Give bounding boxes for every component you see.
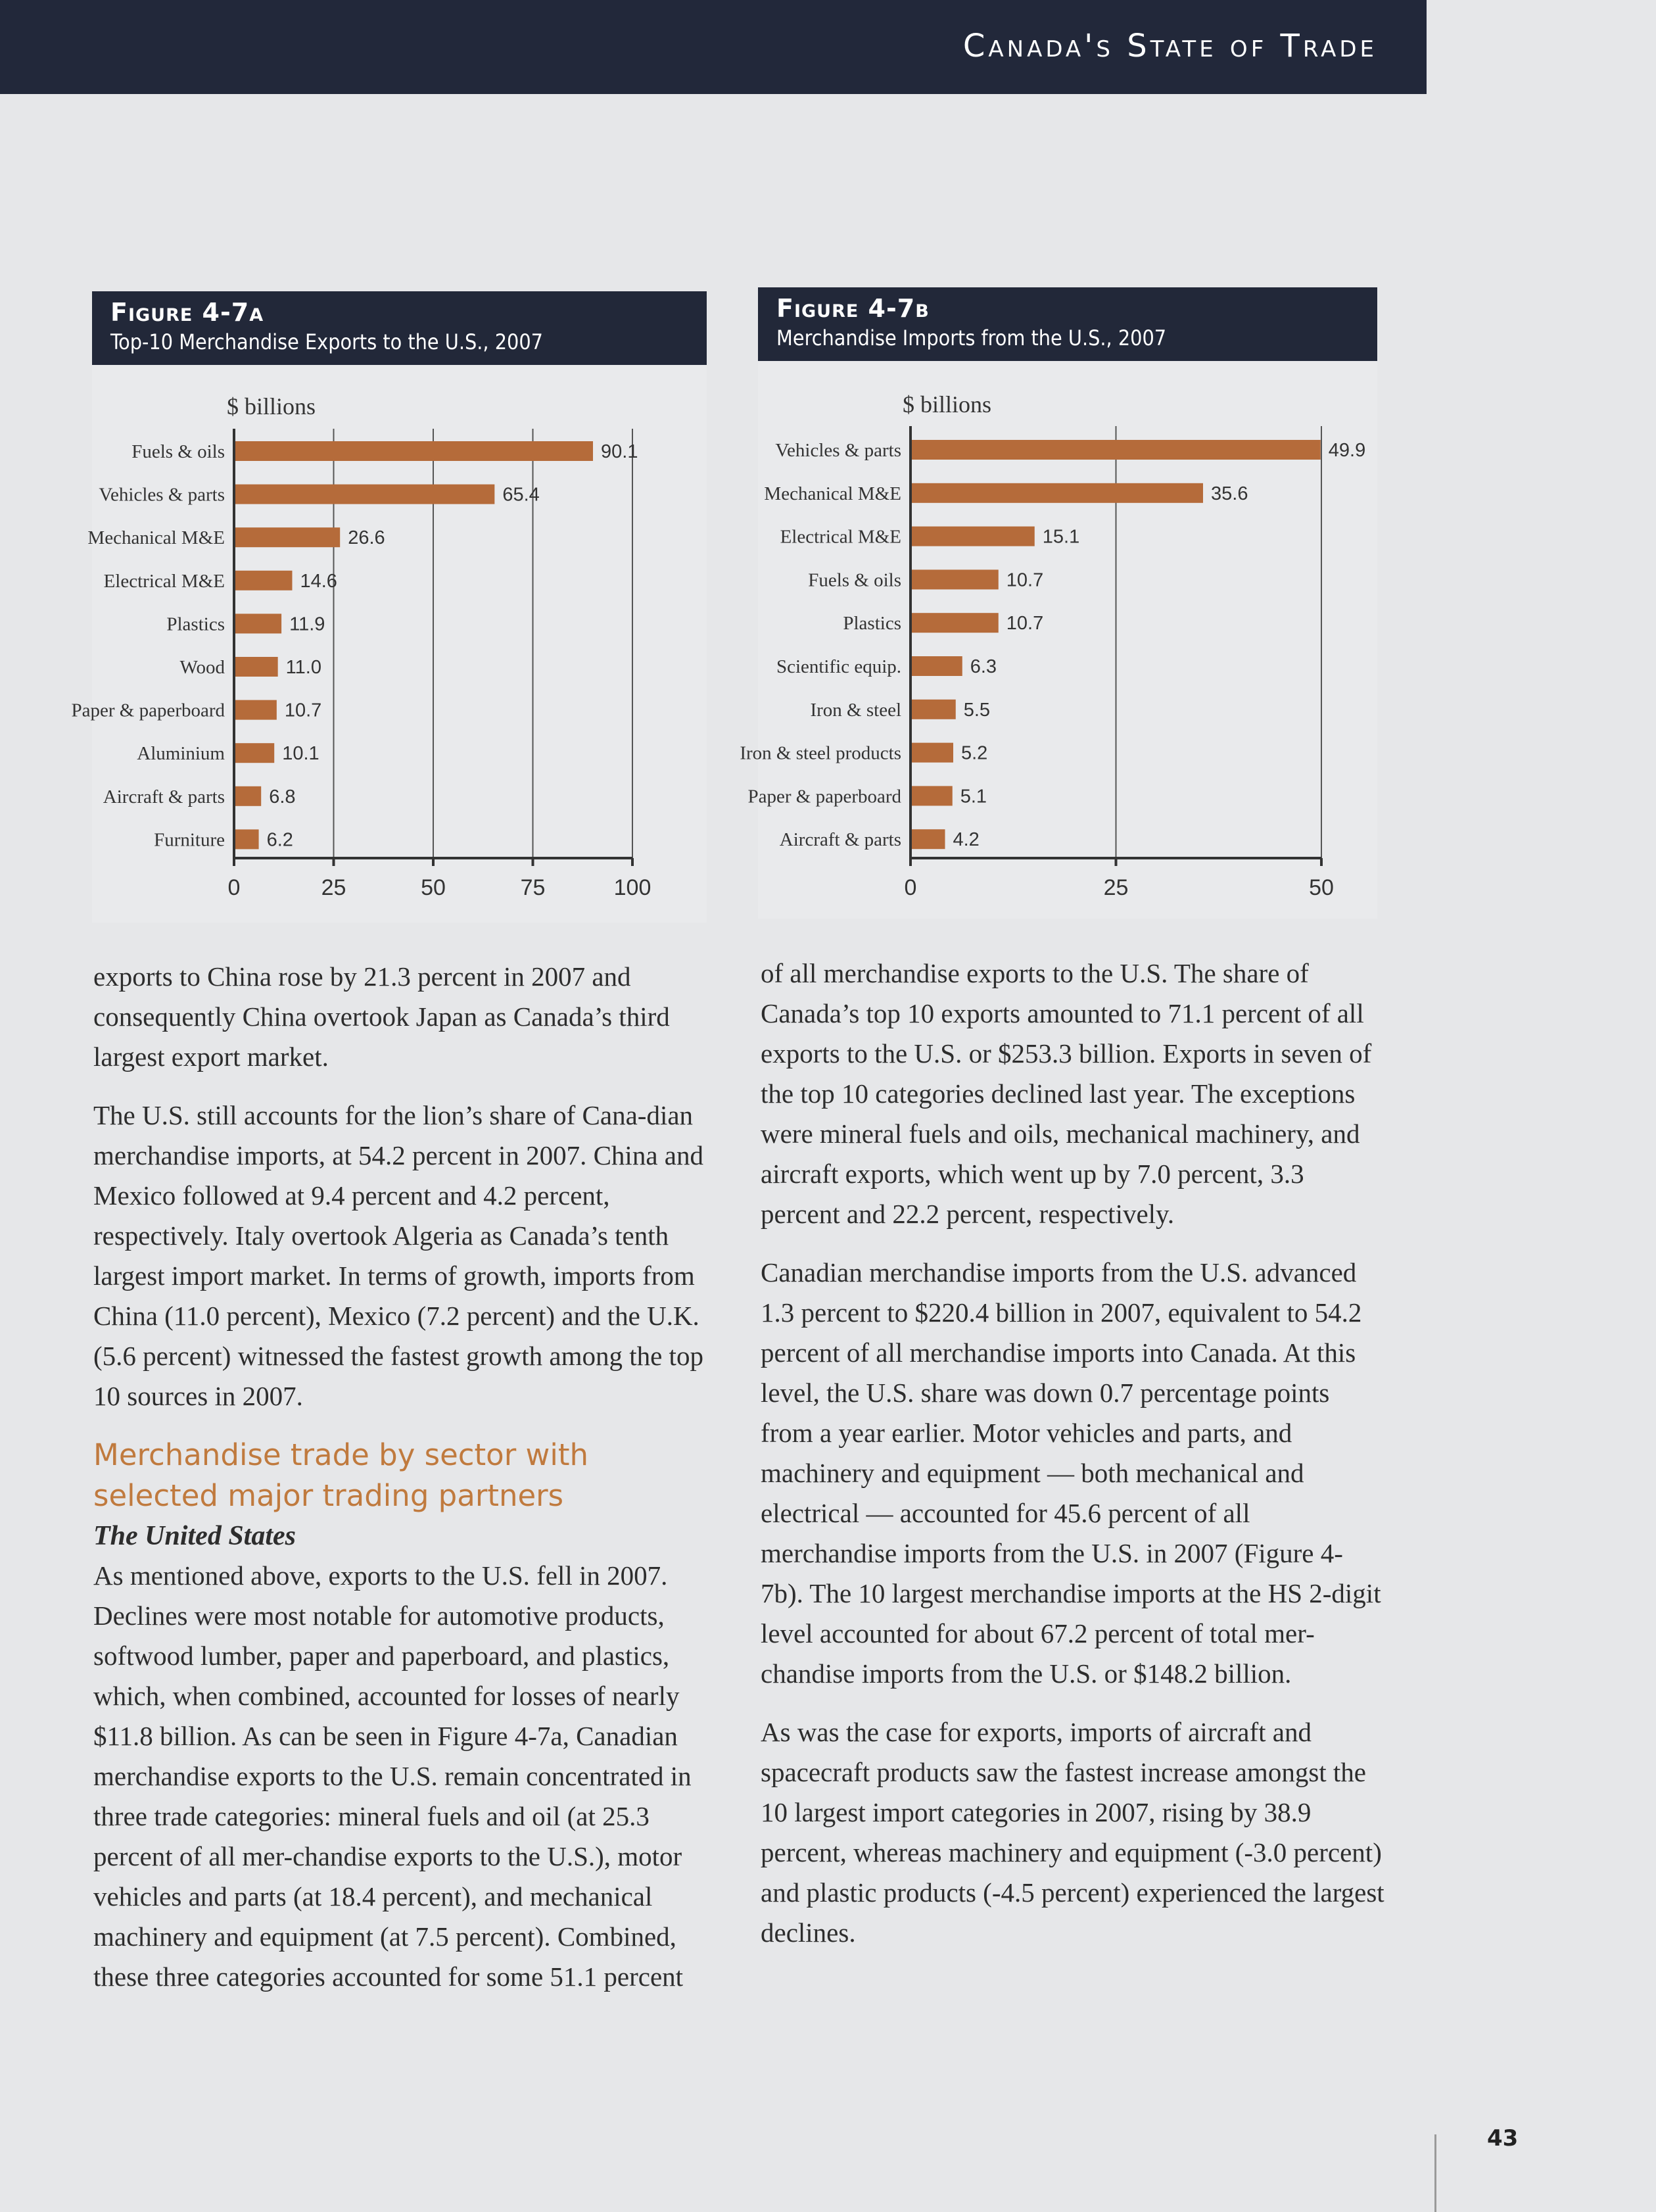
data-label: 10.7	[1006, 613, 1044, 635]
category-label: Scientific equip.	[776, 656, 901, 677]
category-label: Aircraft & parts	[103, 786, 225, 807]
x-tick-label: 75	[520, 875, 546, 900]
data-label: 49.9	[1328, 440, 1366, 461]
data-label: 6.2	[266, 829, 293, 851]
figure-subtitle: Top-10 Merchandise Exports to the U.S., 2007	[110, 329, 543, 354]
paragraph: The U.S. still accounts for the lion’s share of Cana-dian merchandise imports, at 54.2 percent in 2007. China and Mexico followed at 9.4 percent and 4.2 percent, respectively. Italy overtook Algeria as Canada’s tenth largest import market. In terms of growth, imports from China (11.0 percent), Mexico (7.2 percent) and the U.K. (5.6 percent) witnessed the fastest growth among the top 10 sources in 2007.	[93, 1100, 703, 1411]
page-number: 43	[1487, 2125, 1519, 2152]
category-label: Iron & steel products	[740, 742, 901, 764]
data-label: 6.3	[970, 656, 997, 677]
paragraph: As mentioned above, exports to the U.S. fell in 2007. Declines were most notable for automotive products, softwood lumber, paper and paperboard, and plastics, which, when combined, accounted for losses of nearly $11.8 billion. As can be seen in Figure 4-7a, Canadian merchandise exports to the U.S. remain concentrated in three trade categories: mineral fuels and oil (at 25.3 percent of all mer-chandise exports to the U.S.), motor vehicles and parts (at 18.4 percent), and mechanical machinery and equipment (at 7.5 percent). Combined, these three categories accounted for some 51.1 percent	[93, 1560, 692, 1992]
running-header-title: Canada's State of Trade	[962, 28, 1377, 64]
right-text-column	[761, 953, 1385, 1971]
category-label: Mechanical M&E	[87, 527, 225, 549]
x-tick-label: 50	[1309, 875, 1334, 900]
x-tick-label: 100	[613, 875, 651, 900]
subsection-heading: The United States	[93, 1521, 296, 1551]
data-label: 4.2	[953, 829, 980, 851]
header-bar	[0, 0, 1427, 94]
section-heading: Merchandise trade by sector with selected major trading partners	[93, 1437, 588, 1513]
data-label: 35.6	[1211, 483, 1248, 504]
category-label: Aluminium	[137, 743, 225, 765]
data-label: 15.1	[1042, 526, 1080, 548]
chart-unit-label: $ billions	[903, 391, 992, 418]
category-label: Mechanical M&E	[764, 483, 901, 504]
figure-4-7b-header	[758, 287, 1377, 361]
paragraph: Canadian merchandise imports from the U.S. advanced 1.3 percent to $220.4 billion in 2007, equivalent to 54.2 percent of all merchandise imports into Canada. At this level, the U.S. share was down 0.7 percentage points from a year earlier. Motor vehicles and parts, and machinery and equipment — both mechanical and electrical — accounted for 45.6 percent of all merchandise imports from the U.S. in 2007 (Figure 4-7b). The 10 largest merchandise imports at the HS 2-digit level accounted for about 67.2 percent of total mer-chandise imports from the U.S. or $148.2 billion.	[761, 1257, 1381, 1689]
category-label: Furniture	[154, 829, 225, 851]
category-label: Fuels & oils	[131, 441, 225, 462]
figure-subtitle: Merchandise Imports from the U.S., 2007	[776, 325, 1167, 350]
figure-label: Figure 4-7a	[110, 298, 264, 327]
category-label: Paper & paperboard	[747, 786, 901, 807]
category-label: Plastics	[843, 613, 901, 635]
chart-unit-label: $ billions	[227, 393, 316, 420]
data-label: 11.9	[289, 613, 325, 635]
category-label: Vehicles & parts	[775, 440, 901, 461]
paragraph: As was the case for exports, imports of aircraft and spacecraft products saw the fastest increase amongst the 10 largest import categories in 2007, rising by 38.9 percent, whereas machinery and equipment (-3.0 percent) and plastic products (-4.5 percent) experienced the largest declines.	[761, 1717, 1384, 1948]
category-label: Electrical M&E	[103, 570, 225, 592]
category-label: Electrical M&E	[780, 526, 901, 548]
category-label: Vehicles & parts	[99, 484, 225, 506]
data-label: 11.0	[285, 657, 321, 678]
data-label: 10.1	[282, 743, 319, 765]
x-tick-label: 0	[904, 875, 917, 900]
data-label: 10.7	[1006, 569, 1044, 591]
data-label: 65.4	[502, 484, 540, 506]
figure-4-7a-header	[92, 291, 707, 365]
figure-4-7b	[758, 287, 1377, 919]
left-text-column	[93, 957, 711, 2015]
data-label: 90.1	[601, 441, 638, 462]
data-label: 5.5	[963, 699, 991, 721]
paragraph: exports to China rose by 21.3 percent in 2007 and consequently China overtook Japan as Canada’s third largest export market.	[93, 961, 670, 1072]
x-tick-label: 0	[227, 875, 241, 900]
category-label: Iron & steel	[810, 699, 901, 721]
data-label: 5.2	[961, 742, 988, 764]
x-tick-label: 25	[1103, 875, 1129, 900]
data-label: 26.6	[348, 527, 385, 549]
x-tick-label: 50	[421, 875, 446, 900]
category-label: Wood	[179, 657, 225, 678]
figure-4-7a	[92, 291, 707, 923]
category-label: Aircraft & parts	[779, 829, 901, 851]
category-label: Plastics	[166, 613, 225, 635]
page-number-rule	[1434, 2134, 1436, 2212]
data-label: 6.8	[269, 786, 296, 807]
figure-label: Figure 4-7b	[776, 294, 930, 323]
category-label: Paper & paperboard	[71, 700, 225, 721]
data-label: 14.6	[300, 570, 337, 592]
data-label: 10.7	[284, 700, 322, 721]
paragraph: of all merchandise exports to the U.S. The share of Canada’s top 10 exports amounted to 71.1 percent of all exports to the U.S. or $253.3 billion. Exports in seven of the top 10 categories declined last year. The exceptions were mineral fuels and oils, mechanical machinery, and aircraft exports, which went up by 7.0 percent, 3.3 percent and 22.2 percent, respectively.	[761, 958, 1372, 1229]
category-label: Fuels & oils	[808, 569, 901, 591]
data-label: 5.1	[960, 786, 987, 807]
x-tick-label: 25	[321, 875, 346, 900]
